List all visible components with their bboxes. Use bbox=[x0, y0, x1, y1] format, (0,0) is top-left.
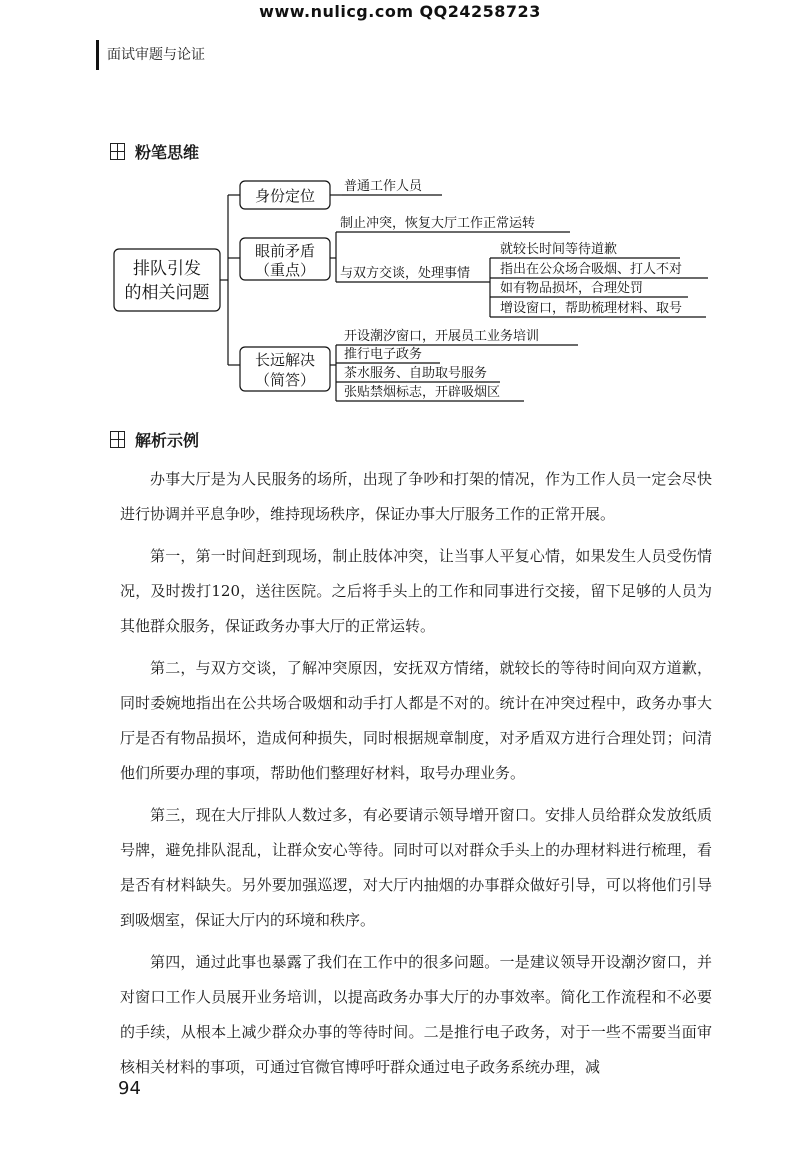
branch-label-conflict-1: 眼前矛盾 bbox=[254, 242, 316, 260]
running-header bbox=[96, 40, 205, 70]
leaf-longterm-1: 开设潮汐窗口，开展员工业务培训 bbox=[344, 329, 540, 344]
leaf-conflict-2: 与双方交谈，处理事情 bbox=[340, 266, 471, 281]
analysis-article bbox=[120, 462, 712, 1092]
section-title-text: 粉笔思维 bbox=[135, 143, 200, 162]
subleaf-3: 如有物品损坏，合理处罚 bbox=[500, 281, 644, 296]
section-title-thinking bbox=[110, 140, 199, 163]
section-title-text: 解析示例 bbox=[135, 431, 200, 450]
watermark: www.nulicg.com QQ24258723 bbox=[259, 2, 541, 21]
leaf-longterm-2: 推行电子政务 bbox=[344, 347, 423, 362]
leaf-identity: 普通工作人员 bbox=[344, 179, 423, 194]
subleaf-4: 增设窗口，帮助梳理材料、取号 bbox=[500, 301, 683, 316]
leaf-longterm-4: 张贴禁烟标志，开辟吸烟区 bbox=[344, 385, 501, 400]
branch-label-identity: 身份定位 bbox=[254, 187, 316, 205]
header-title: 面试审题与论证 bbox=[107, 47, 205, 63]
subleaf-1: 就较长时间等待道歉 bbox=[500, 242, 618, 257]
leaf-longterm-3: 茶水服务、自助取号服务 bbox=[344, 366, 488, 381]
mind-map bbox=[100, 165, 720, 410]
mindmap-root-line1: 排队引发 bbox=[133, 259, 201, 279]
grid-box-icon bbox=[110, 431, 125, 448]
paragraph: 办事大厅是为人民服务的场所，出现了争吵和打架的情况，作为工作人员一定会尽快进行协调并平息争吵，维持现场秩序，保证办事大厅服务工作的正常开展。 bbox=[120, 470, 712, 523]
subleaf-2: 指出在公众场合吸烟、打人不对 bbox=[500, 262, 683, 277]
branch-label-longterm-2: （简答） bbox=[254, 371, 316, 389]
branch-label-longterm-1: 长远解决 bbox=[254, 351, 316, 369]
paragraph: 第四，通过此事也暴露了我们在工作中的很多问题。一是建议领导开设潮汐窗口，并对窗口工作人员展开业务培训，以提高政务办事大厅的办事效率。简化工作流程和不必要的手续，从根本上减少群众办事的等待时间。二是推行电子政务，对于一些不需要当面审核相关材料的事项，可通过官微官博呼吁群众通过电子政务系统办理，减 bbox=[120, 953, 712, 1076]
branch-label-conflict-2: （重点） bbox=[254, 261, 316, 279]
page-number: 94 bbox=[118, 1078, 141, 1099]
paragraph: 第二，与双方交谈，了解冲突原因，安抚双方情绪，就较长的等待时间向双方道歉，同时委婉地指出在公共场合吸烟和动手打人都是不对的。统计在冲突过程中，政务办事大厅是否有物品损坏，造成何种损失，同时根据规章制度，对矛盾双方进行合理处罚；问清他们所要办理的事项，帮助他们整理好材料，取号办理业务。 bbox=[120, 659, 712, 782]
grid-box-icon bbox=[110, 143, 125, 160]
leaf-conflict-1: 制止冲突，恢复大厅工作正常运转 bbox=[340, 216, 536, 231]
paragraph: 第一，第一时间赶到现场，制止肢体冲突，让当事人平复心情，如果发生人员受伤情况，及时拨打120，送往医院。之后将手头上的工作和同事进行交接，留下足够的人员为其他群众服务，保证政务办事大厅的正常运转。 bbox=[120, 547, 712, 635]
mindmap-root-line2: 的相关问题 bbox=[124, 283, 210, 303]
paragraph: 第三，现在大厅排队人数过多，有必要请示领导增开窗口。安排人员给群众发放纸质号牌，避免排队混乱，让群众安心等待。同时可以对群众手头上的办理材料进行梳理，看是否有材料缺失。另外要加强巡逻，对大厅内抽烟的办事群众做好引导，可以将他们引导到吸烟室，保证大厅内的环境和秩序。 bbox=[120, 806, 712, 929]
section-title-analysis bbox=[110, 428, 199, 451]
